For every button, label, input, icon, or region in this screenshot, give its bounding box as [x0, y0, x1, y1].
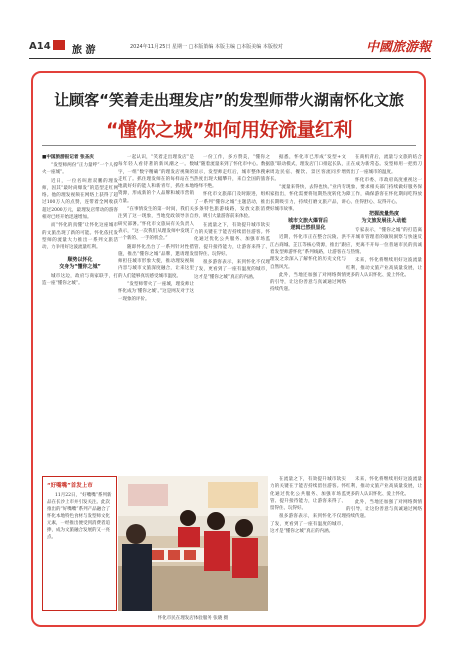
paragraph: 很多游客表示，来到怀化不仅理了发，更看到了一座有温度的城市，这才是“懂你之城”真正的内涵。 — [270, 514, 346, 535]
paragraph: 一起认识，“笑着走出理发店”是每年轻人看待著的新风潮之一。数字，一组“数字精确”的理发店视频的走红了。抓住理发师在的每样站在当地就好好的能人和新青年，抓住本地资源，形成新的个人品牌和城市营销力量。 — [118, 155, 194, 204]
paragraph: 在流量之下，有效提升城市软实力的关键在于能否持续留住游客。怀化通过优化公共服务、加强市场监管、提升接待能力，让游客来得了、留得住、玩得好。 — [194, 222, 270, 257]
title-divider — [42, 145, 416, 146]
column-3 — [194, 154, 270, 474]
paragraph: 随即怀化出台了一系列针对性措施，推出“懂你之城”品牌，邀请理发师担任城市形象大使，推动理发视频内容与城市文旅深度融合，让来这里的人们能够真切感受城市温度。 — [118, 244, 194, 279]
column-1 — [42, 154, 118, 474]
paragraph: 未来，怀化将继续用好这波流量红利，推动文旅产业高质量发展，让更多的人认识怀化、爱上怀化。 — [346, 477, 422, 497]
article-photo — [118, 476, 268, 611]
paragraph: 怀化市委、市政府高度重视这一现象，要求相关部门持续做好服务保障工作，确保游客在怀化期间吃得放心、住得舒心、玩得开心。 — [346, 177, 422, 205]
paragraph: 据悉，怀化市已形成“发型+文旅”联动模式，理发店门口排起长队，周边民宿、餐饮、景区客流同步增长。 — [270, 155, 346, 182]
photo-caption: 怀化市民在理发店体验服务 张晓 摄 — [157, 616, 229, 621]
paragraph: 近日，一位名叫唐双鹏的理发师，因其“最时尚爆发”的造型走红网络。他的理发视频在网络上获得了超过100万人的点赞，连带着全网收获超过2000万元，最理发店带动的游客相对已经开始迅速增加。 — [42, 178, 118, 221]
paragraph: 近期，怀化市正在整合沅陵、洪江古商城、芷江等核心资源，推出“跟着发型师游怀化”系列线路，让游客在理发之余深入了解怀化的历史文化与自然风光。 — [270, 235, 346, 270]
section-name: 旅 游 — [72, 45, 96, 56]
article-subtitle: “懂你之城”如何用好流量红利 — [106, 119, 352, 141]
subheading: 城市文旅火爆背后 逻辑已然很显化 — [287, 218, 328, 232]
paragraph: 专家表示，“懂你之城”的打造离不开城市管理者的敏锐洞察与快速反应，更离不开每一位普通市民的真诚与热情。 — [346, 228, 422, 255]
subheading: 把握流量热度 为文旅发展注入动能 — [361, 211, 407, 225]
paragraph: 而“怀化的真懂”让怀化这座城市的文旅出现了新的可能。怀化依托发型师的流量大力推出一系列文旅活动，力争用好这波流量红利。 — [42, 223, 118, 251]
paragraph: “发型师带火了一座城，理发师让怀化成为‘懂你之城’。”这是网友对于这一现象的评价。 — [118, 282, 194, 302]
sidebar-text: 11月22日，“好嘴嘴”系列新品在长沙上市并引发关注。此次推出的“好嘴嘴”系列产品融合了怀化本地特色食材与发型师文化元素，一经推出便受到消费者追捧，成为文旅融合发展的又一亮点。 — [47, 493, 112, 540]
paragraph: 怀化市文旅部门及时跟进，组织了一系列“懂你之城”主题活动，推出多条特色旅游线路，发放文旅消费券，吸引大量游客前来体验。 — [194, 192, 270, 220]
column-2 — [118, 154, 194, 474]
paragraph: “流量来得快，去得也快。”业内专家指出，怀化需要将短期热度转化为长期吸引力，持续打磨文旅产品，讲好城市故事。 — [270, 185, 346, 213]
paragraph: 在流量之下，有效提升城市软实力的关键在于能否持续留住游客。怀化通过优化公共服务、加强市场监管、提升接待能力，让游客来得了、留得住、玩得好。 — [270, 477, 346, 512]
subheading: 顺势以怀化 交身为“懂你之城” — [59, 256, 101, 270]
paragraph: 一份工作，多方赞美，“懂你之城”随着流量来到了怀化市中心。数据显示，发型师走红后，城市整体搜索热度出现大幅攀升，来自全国的旅客络绎不绝。 — [194, 155, 270, 190]
paragraph: 未来，怀化将继续用好这波流量红利，推动文旅产业高质量发展，让更多的人认识怀化、爱上怀化。 — [346, 258, 422, 278]
column-5 — [346, 154, 422, 474]
paragraph: 很多游客表示，来到怀化不仅理了发，更看到了一座有温度的城市，这才是“懂你之城”真正的内涵。 — [194, 260, 270, 280]
paragraph: 此外，当地还加强了对网络舆情的引导，让这份善意与真诚通过网络持续传递。 — [270, 272, 346, 293]
header-rule — [29, 58, 431, 59]
section-tag — [53, 40, 65, 50]
page-number: A14 — [29, 41, 51, 52]
column-4-continued — [270, 476, 346, 616]
dateline: 2024年11月25日 星期一 □本版策编 本版主编 □本版美编 本版校对 — [130, 44, 283, 50]
article-title: 让顾客“笑着走出理发店”的发型师带火湖南怀化文旅 — [54, 91, 404, 109]
column-4 — [270, 154, 346, 474]
photo-illustration — [118, 476, 268, 611]
byline: ■中国旅游报记者 张圣庆 — [42, 155, 94, 160]
column-5-continued — [346, 476, 422, 616]
paragraph: “在事情发生的第一时间，我们关注到了这一现象，当地党政领导亲自研究部署。”怀化市文旅局有关负责人表示，“这一次我们从理发师中发现了一个新的、一手的机会。” — [118, 207, 194, 242]
paragraph: 此外，当地还加强了对网络舆情的引导，让这份善意与真诚通过网络持续传递。 — [346, 499, 422, 520]
paragraph: “发型师两份”正力量呼“一个人撑火一座城”。 — [42, 163, 118, 176]
paragraph: 在商机背后，流量与文旅的结合正在成为新常态。发型师用一把剪刀剪出了一座城市的温度。 — [346, 155, 422, 175]
page-header — [0, 0, 450, 62]
masthead-logo: 中國旅游報 — [366, 40, 432, 55]
sidebar-box — [42, 476, 117, 611]
sidebar-title: “好嘴嘴”首发上市 — [47, 483, 93, 489]
paragraph: 城市这边，政府与商家联手，打造一座“懂你之城”。 — [42, 273, 118, 286]
